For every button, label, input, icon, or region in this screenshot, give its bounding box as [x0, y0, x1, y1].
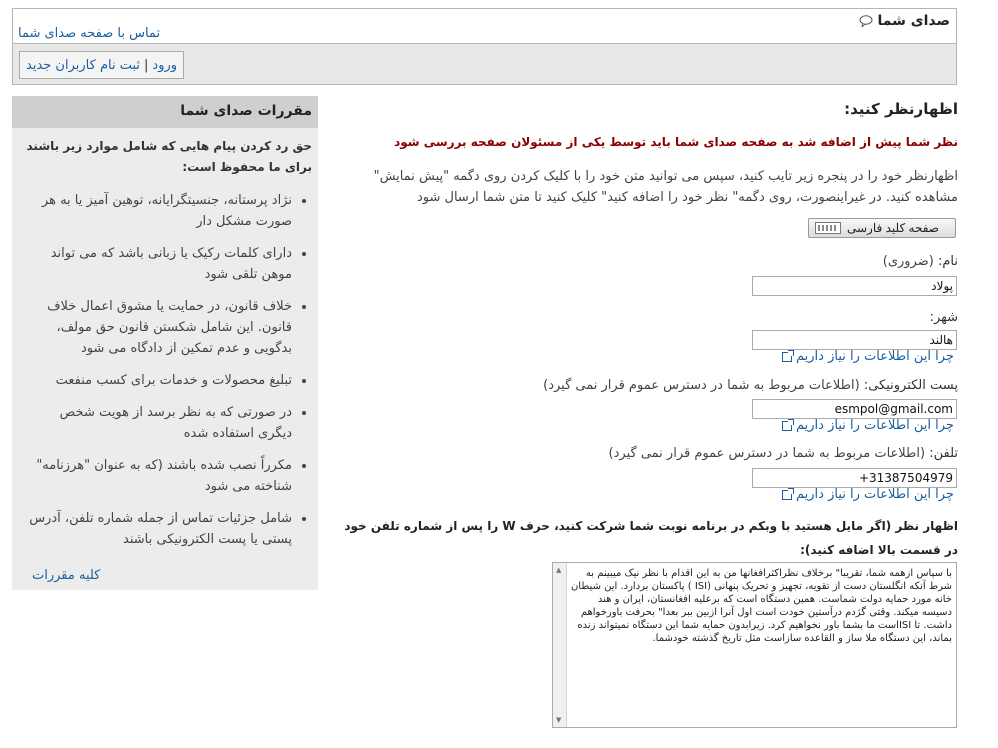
phone-label-row: [609, 446, 958, 461]
phone-input[interactable]: [752, 468, 957, 488]
login-box: [19, 51, 184, 79]
moderation-notice: نظر شما پیش از اضافه شد به صفحه صدای شما باید توسط یکی از مسئولان صفحه بررسی شود: [394, 135, 958, 149]
scroll-down-arrow-icon[interactable]: ▼: [556, 716, 562, 724]
rules-list: [12, 190, 318, 550]
rules-sidebar: [12, 96, 318, 590]
phone-why-link[interactable]: [782, 487, 954, 502]
rule-item: • در صورتی که به نظر برسد از هویت شخص دیگری استفاده شده: [22, 402, 292, 444]
comment-label: اظهار نظر (اگر مایل هستید با وبکم در برنامه نوبت شما شرکت کنید، حرف W را پس از شماره تلفن خود در قسمت بالا اضافه کنید):: [344, 519, 958, 557]
name-label: نام:: [937, 254, 958, 269]
comment-form: [336, 96, 958, 736]
comment-textarea[interactable]: [552, 562, 957, 728]
external-link-icon: [782, 421, 792, 431]
email-input[interactable]: [752, 399, 957, 419]
sidebar-intro: حق رد کردن پیام هایی که شامل موارد زیر باشند برای ما محفوظ است:: [26, 139, 312, 174]
rule-item: • تبلیغ محصولات و خدمات برای کسب منفعت: [22, 370, 292, 391]
rule-item: • شامل جزئیات تماس از جمله شماره تلفن، آدرس پستی یا پست الکترونیکی باشند: [22, 508, 292, 550]
name-input[interactable]: [752, 276, 957, 296]
rule-item: • مکرراً نصب شده باشند (که به عنوان "هرزنامه" شناخته می شود: [22, 455, 292, 497]
register-link[interactable]: ثبت نام کاربران جدید: [26, 57, 141, 73]
email-label-row: [543, 378, 958, 393]
rule-item: • دارای کلمات رکیک یا زبانی باشد که می تواند موهن تلقی شود: [22, 243, 292, 285]
city-why-text: چرا این اطلاعات را نیاز داریم: [796, 349, 954, 364]
phone-label: تلفن:: [929, 446, 958, 461]
scroll-up-arrow-icon[interactable]: ▲: [556, 566, 562, 574]
email-why-text: چرا این اطلاعات را نیاز داریم: [796, 418, 954, 433]
contact-link[interactable]: تماس با صفحه صدای شما: [18, 26, 161, 41]
keyboard-button-label: صفحه کلید فارسی: [847, 221, 939, 235]
login-separator: |: [144, 57, 149, 73]
external-link-icon: [782, 490, 792, 500]
phone-hint: (اطلاعات مربوط به شما در دسترس عموم قرار نمی گیرد): [608, 446, 926, 461]
rule-item: • خلاف قانون، در حمایت یا مشوق اعمال خلاف قانون. این شامل شکستن قانون حق مولف، بدگویی و عدم تمکین از دادگاه می شود: [22, 296, 292, 359]
email-why-link[interactable]: [782, 418, 954, 433]
name-hint: (ضروری): [882, 254, 934, 269]
speech-bubble-icon: [859, 15, 873, 27]
site-title: [859, 13, 950, 29]
name-label-row: [883, 254, 958, 269]
form-instructions: اظهارنظر خود را در پنجره زیر تایب کنید، سپس می توانید متن خود را با کلیک کردن روی دگمه "پیش نمایش" مشاهده کنید. در غیراینصورت، روی دگمه" نظر خود را اضافه کنید" کلیک کنید تا متن شما ارسال شود: [373, 169, 958, 205]
phone-why-text: چرا این اطلاعات را نیاز داریم: [796, 487, 954, 502]
city-input[interactable]: [752, 330, 957, 350]
site-header: [12, 8, 957, 44]
form-title: اظهارنظر کنید:: [844, 100, 958, 118]
login-bar: [12, 44, 957, 85]
persian-keyboard-button[interactable]: [808, 218, 956, 238]
city-why-link[interactable]: [782, 349, 954, 364]
email-hint: (اطلاعات مربوط به شما در دسترس عموم قرار نمی گیرد): [543, 378, 860, 393]
city-label: شهر:: [929, 310, 958, 325]
rule-item: • نژاد پرستانه، جنسیتگرایانه، توهین آمیز یا به هر صورت مشکل دار: [22, 190, 292, 232]
login-link[interactable]: ورود: [152, 57, 178, 73]
comment-text: با سپاس ازهمه شما، تقریبا" برخلاف نظراکثرافغانها من به این اقدام با نظر نیک میبینم به شرط آنکه انگلستان دست از تقویه، تجهیز و تحریک پنهانی (ISI ) پاکستان بردارد. این شیطان خانه مورد حمایه دولت شماست. همین دستگاه است که برعلیه افغانستان، ایران و هند دسیسه میکند. وقتی گژدم درآستین خودت است اول آنرا ازبین ببر بعدا" بحرفت باورخواهم داشت. تا ISIاست ما بشما باور نخواهیم کرد. زیرابدون حمایه شما این دستگاه نمیتواند زنده بماند، این دستگاه ملا ساز و القاعده سازاست مثل تاریخ گذشته خودشما.: [570, 568, 952, 644]
site-title-text: صدای شما: [877, 13, 950, 29]
all-rules-link[interactable]: کلیه مقررات: [32, 568, 101, 583]
comment-scrollbar[interactable]: [553, 563, 567, 727]
email-label: پست الکترونیکی:: [863, 378, 958, 393]
keyboard-icon: [815, 222, 841, 234]
sidebar-title: مقررات صدای شما: [12, 96, 318, 128]
external-link-icon: [782, 352, 792, 362]
